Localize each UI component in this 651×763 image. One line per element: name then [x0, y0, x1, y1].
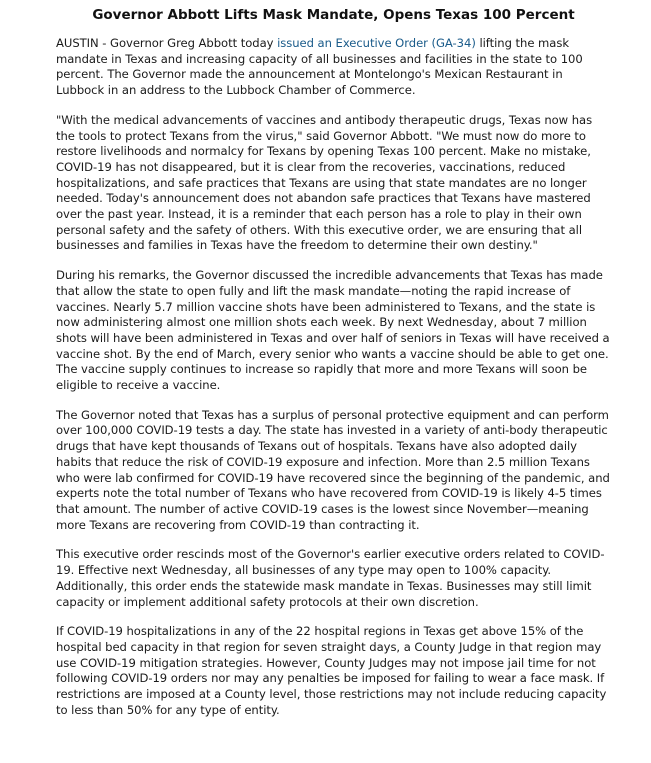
- paragraph-hospitalizations: If COVID-19 hospitalizations in any of the 22 hospital regions in Texas get above 15% of the hospital bed capacity in that region for seven straight days, a County Judge in that region may use COVID-19 mitigation strategies. However, County Judges may not impose jail time for not following COVID-19 orders nor may any penalties be imposed for failing to wear a face mask. If restrictions are imposed at a County level, those restrictions may not include reducing capacity to less than 50% for any type of entity.: [56, 624, 607, 717]
- executive-order-link[interactable]: issued an Executive Order (GA-34): [277, 36, 476, 50]
- paragraph-vaccines: During his remarks, the Governor discussed the incredible advancements that Texas has made that allow the state to open fully and lift the mask mandate—noting the rapid increase of vaccines. Nearly 5.7 million vaccine shots have been administered to Texans, and the state is now administering almost one million shots each week. By next Wednesday, about 7 million shots will have been administered in Texas and over half of seniors in Texas will have received a vaccine shot. By the end of March, every senior who wants a vaccine should be able to get one. The vaccine supply continues to increase so rapidly that more and more Texans will soon be eligible to receive a vaccine.: [56, 268, 610, 393]
- article-title: Governor Abbott Lifts Mask Mandate, Opens Texas 100 Percent: [92, 7, 575, 23]
- paragraph-intro: [56, 36, 611, 99]
- paragraph-order: This executive order rescinds most of the Governor's earlier executive orders related to COVID-19. Effective next Wednesday, all businesses of any type may open to 100% capacity. Additionally, this order ends the statewide mask mandate in Texas. Businesses may still limit capacity or implement additional safety protocols at their own discretion.: [56, 547, 605, 609]
- intro-text-before: AUSTIN - Governor Greg Abbott today: [56, 36, 278, 50]
- intro-text-after: lifting the mask mandate in Texas and increasing capacity of all businesses and facilities in the state to 100 percent. The Governor made the announcement at Montelongo's Mexican Restaurant in Lubbock in an address to the Lubbock Chamber of Commerce.: [56, 36, 583, 98]
- paragraph-quote: "With the medical advancements of vaccines and antibody therapeutic drugs, Texas now has the tools to protect Texans from the virus," said Governor Abbott. "We must now do more to restore livelihoods and normalcy for Texans by opening Texas 100 percent. Make no mistake, COVID-19 has not disappeared, but it is clear from the recoveries, vaccinations, reduced hospitalizations, and safe practices that Texans are using that state mandates are no longer needed. Today's announcement does not abandon safe practices that Texans have mastered over the past year. Instead, it is a reminder that each person has a role to play in their own personal safety and the safety of others. With this executive order, we are ensuring that all businesses and families in Texas have the freedom to determine their own destiny.": [56, 112, 593, 253]
- paragraph-testing: The Governor noted that Texas has a surplus of personal protective equipment and can perform over 100,000 COVID-19 tests a day. The state has invested in a variety of anti-body therapeutic drugs that have kept thousands of Texans out of hospitals. Texans have also adopted daily habits that reduce the risk of COVID-19 exposure and infection. More than 2.5 million Texans who were lab confirmed for COVID-19 have recovered since the beginning of the pandemic, and experts note the total number of Texans who have recovered from COVID-19 is likely 4-5 times that amount. The number of active COVID-19 cases is the lowest since November—meaning more Texans are recovering from COVID-19 than contracting it.: [56, 407, 610, 532]
